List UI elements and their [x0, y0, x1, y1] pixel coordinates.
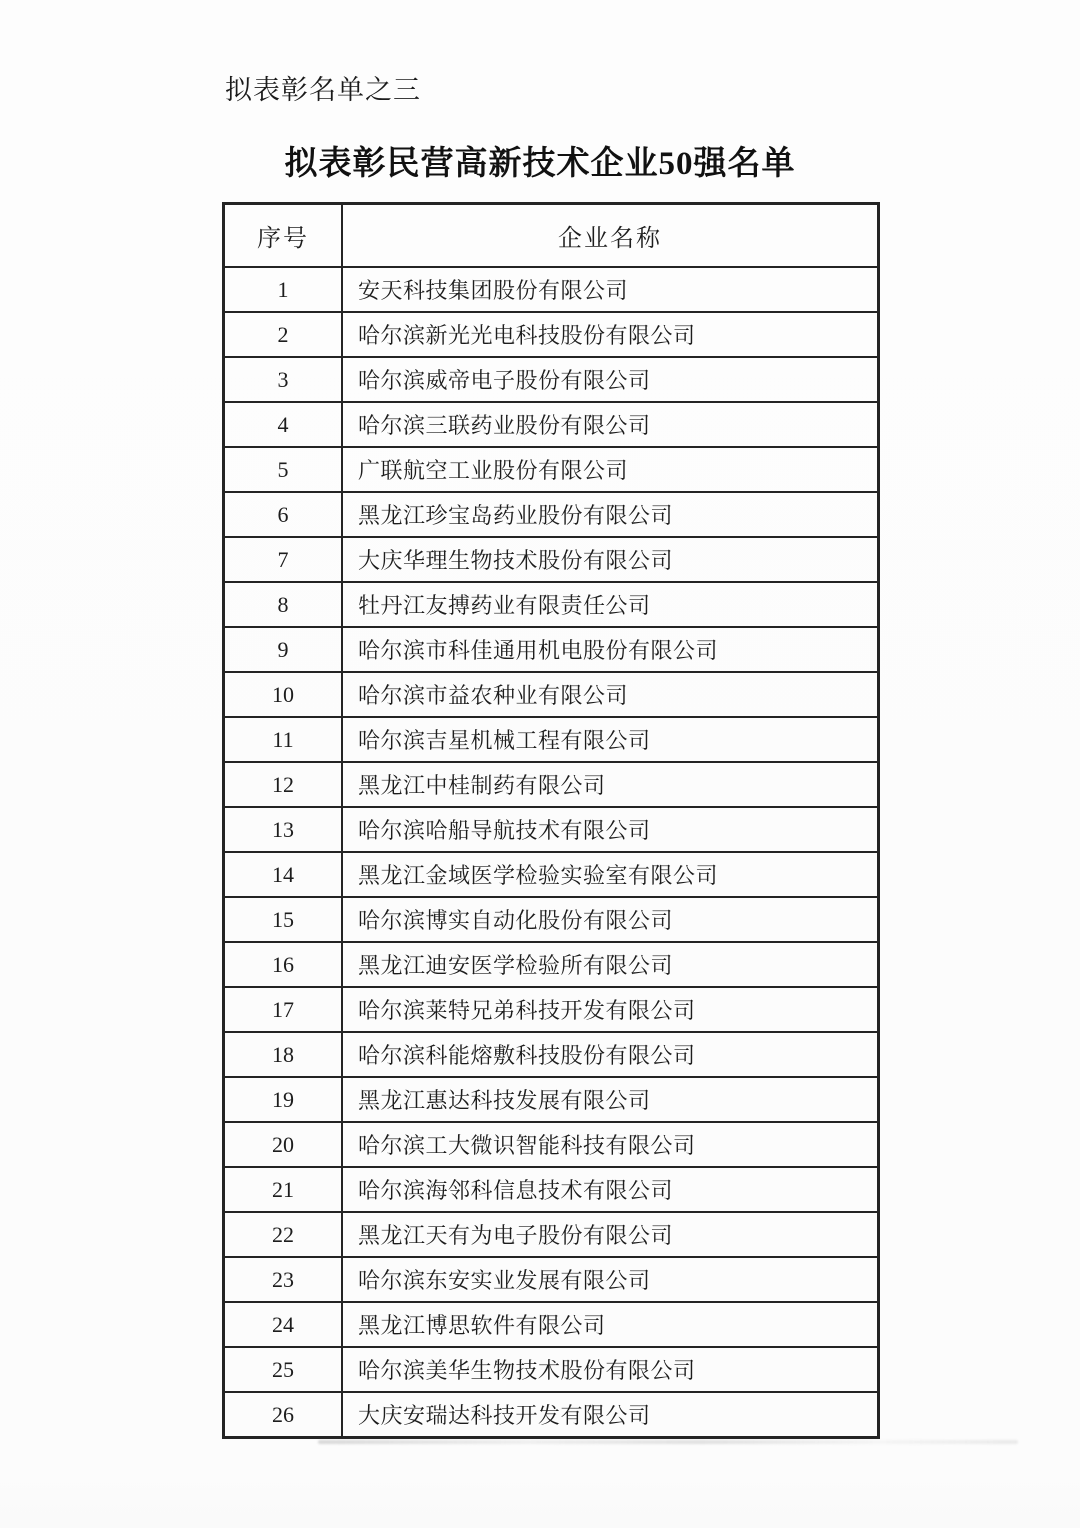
- table-row: [224, 852, 879, 897]
- row-company-name: 哈尔滨市益农种业有限公司: [342, 672, 879, 717]
- row-index: 19: [224, 1077, 343, 1122]
- row-index: 4: [224, 402, 343, 447]
- table-row: [224, 987, 879, 1032]
- company-table-body: [224, 267, 879, 1438]
- scan-artifact: [318, 1440, 1018, 1444]
- row-index: 23: [224, 1257, 343, 1302]
- table-row: [224, 1347, 879, 1392]
- row-index: 8: [224, 582, 343, 627]
- row-index: 25: [224, 1347, 343, 1392]
- row-company-name: 哈尔滨三联药业股份有限公司: [342, 402, 879, 447]
- row-company-name: 黑龙江珍宝岛药业股份有限公司: [342, 492, 879, 537]
- row-index: 6: [224, 492, 343, 537]
- table-row: [224, 447, 879, 492]
- row-company-name: 大庆安瑞达科技开发有限公司: [342, 1392, 879, 1438]
- table-row: [224, 1122, 879, 1167]
- table-row: [224, 1167, 879, 1212]
- row-company-name: 哈尔滨新光光电科技股份有限公司: [342, 312, 879, 357]
- row-index: 24: [224, 1302, 343, 1347]
- row-company-name: 大庆华理生物技术股份有限公司: [342, 537, 879, 582]
- table-row: [224, 807, 879, 852]
- row-index: 9: [224, 627, 343, 672]
- row-index: 22: [224, 1212, 343, 1257]
- row-index: 5: [224, 447, 343, 492]
- table-row: [224, 672, 879, 717]
- row-company-name: 黑龙江惠达科技发展有限公司: [342, 1077, 879, 1122]
- table-row: [224, 357, 879, 402]
- row-index: 10: [224, 672, 343, 717]
- column-header-name: 企业名称: [342, 204, 879, 268]
- table-row: [224, 897, 879, 942]
- row-index: 1: [224, 267, 343, 312]
- row-company-name: 哈尔滨东安实业发展有限公司: [342, 1257, 879, 1302]
- table-row: [224, 942, 879, 987]
- row-index: 13: [224, 807, 343, 852]
- table-row: [224, 1077, 879, 1122]
- row-company-name: 牡丹江友搏药业有限责任公司: [342, 582, 879, 627]
- table-row: [224, 627, 879, 672]
- table-row: [224, 312, 879, 357]
- row-company-name: 黑龙江天有为电子股份有限公司: [342, 1212, 879, 1257]
- row-index: 2: [224, 312, 343, 357]
- table-row: [224, 1032, 879, 1077]
- table-row: [224, 267, 879, 312]
- row-company-name: 哈尔滨吉星机械工程有限公司: [342, 717, 879, 762]
- row-index: 17: [224, 987, 343, 1032]
- table-row: [224, 582, 879, 627]
- table-row: [224, 537, 879, 582]
- table-row: [224, 492, 879, 537]
- row-index: 20: [224, 1122, 343, 1167]
- row-company-name: 黑龙江金域医学检验实验室有限公司: [342, 852, 879, 897]
- row-company-name: 安天科技集团股份有限公司: [342, 267, 879, 312]
- company-table-header: [224, 204, 879, 268]
- table-row: [224, 762, 879, 807]
- row-index: 16: [224, 942, 343, 987]
- row-index: 7: [224, 537, 343, 582]
- row-company-name: 哈尔滨美华生物技术股份有限公司: [342, 1347, 879, 1392]
- corner-label: 拟表彰名单之三: [225, 75, 421, 105]
- table-row: [224, 1212, 879, 1257]
- row-company-name: 哈尔滨工大微识智能科技有限公司: [342, 1122, 879, 1167]
- row-index: 12: [224, 762, 343, 807]
- header-row: [224, 204, 879, 268]
- table-row: [224, 1392, 879, 1438]
- row-index: 18: [224, 1032, 343, 1077]
- row-company-name: 哈尔滨莱特兄弟科技开发有限公司: [342, 987, 879, 1032]
- row-company-name: 哈尔滨博实自动化股份有限公司: [342, 897, 879, 942]
- row-company-name: 黑龙江迪安医学检验所有限公司: [342, 942, 879, 987]
- table-row: [224, 1302, 879, 1347]
- row-company-name: 黑龙江中桂制药有限公司: [342, 762, 879, 807]
- row-company-name: 广联航空工业股份有限公司: [342, 447, 879, 492]
- row-company-name: 哈尔滨哈船导航技术有限公司: [342, 807, 879, 852]
- row-company-name: 哈尔滨科能熔敷科技股份有限公司: [342, 1032, 879, 1077]
- row-company-name: 哈尔滨市科佳通用机电股份有限公司: [342, 627, 879, 672]
- row-company-name: 哈尔滨威帝电子股份有限公司: [342, 357, 879, 402]
- table-row: [224, 1257, 879, 1302]
- table-row: [224, 717, 879, 762]
- page-title: 拟表彰民营高新技术企业50强名单: [284, 146, 796, 182]
- row-index: 21: [224, 1167, 343, 1212]
- row-index: 14: [224, 852, 343, 897]
- row-company-name: 黑龙江博思软件有限公司: [342, 1302, 879, 1347]
- row-index: 15: [224, 897, 343, 942]
- row-company-name: 哈尔滨海邻科信息技术有限公司: [342, 1167, 879, 1212]
- company-table: [222, 202, 880, 1439]
- row-index: 11: [224, 717, 343, 762]
- column-header-index: 序号: [224, 204, 343, 268]
- table-row: [224, 402, 879, 447]
- row-index: 26: [224, 1392, 343, 1438]
- row-index: 3: [224, 357, 343, 402]
